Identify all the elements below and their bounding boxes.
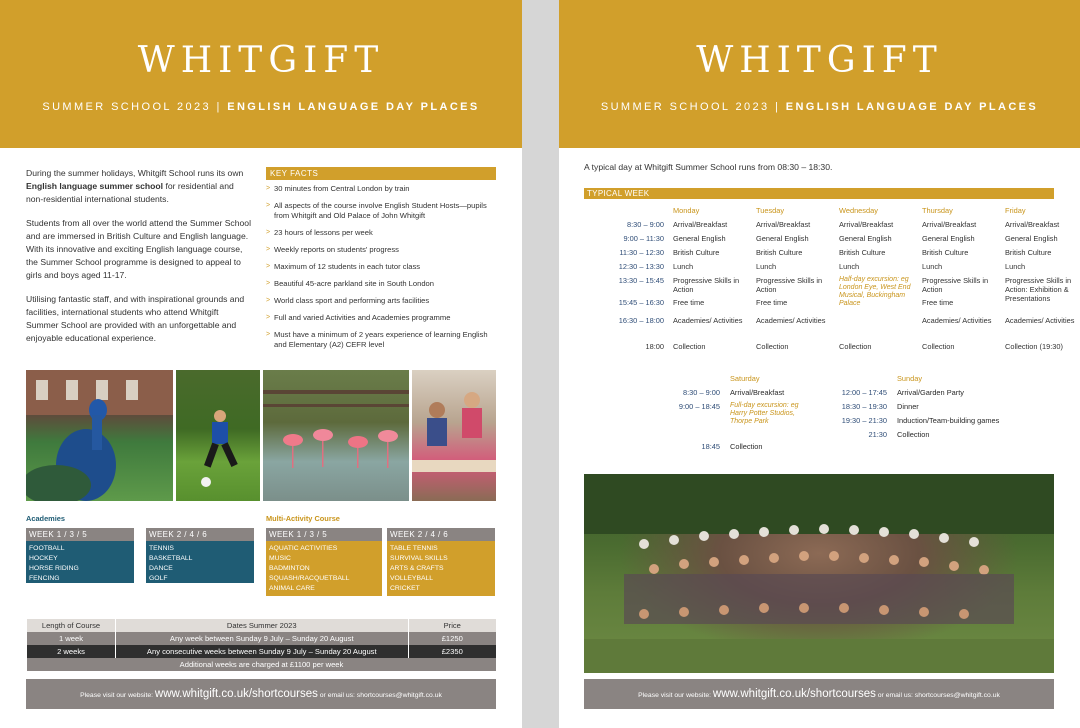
activity-slot: Collection (839, 342, 872, 351)
saturday-schedule (654, 374, 814, 464)
activity-item: FOOTBALL (29, 545, 65, 552)
flamingo-photo (263, 370, 409, 501)
time-slot: 18:45 (701, 442, 720, 451)
intro-text (26, 167, 252, 355)
course-length: 2 weeks (27, 645, 116, 658)
activity-slot: Free time (922, 298, 954, 307)
footer-email[interactable]: or email us: shortcourses@whitgift.co.uk (317, 692, 442, 699)
activity-slot: Arrival/Breakfast (1005, 220, 1060, 229)
activity-slot: Progressive Skills in Action: Exhibition & Presentations (1005, 276, 1072, 303)
activity-slot: Free time (756, 298, 788, 307)
activity-item: FENCING (29, 575, 60, 582)
activity-slot: Lunch (839, 262, 860, 271)
photo-strip (26, 370, 496, 501)
academies-week-even (146, 528, 254, 583)
activity-slot: Arrival/Breakfast (673, 220, 728, 229)
footballer-illustration (176, 370, 260, 501)
day-name: Wednesday (839, 206, 878, 215)
course-dates: Any week between Sunday 9 July – Sunday 20 August (116, 632, 409, 645)
activity-slot: Arrival/Garden Party (897, 388, 964, 397)
peacock-photo (26, 370, 173, 501)
key-facts (266, 167, 496, 357)
key-facts-title: KEY FACTS (266, 167, 496, 180)
day-column-monday (673, 206, 751, 356)
activity-item: HOCKEY (29, 555, 58, 562)
activity-item: SURVIVAL SKILLS (390, 555, 448, 562)
activity-slot: British Culture (756, 248, 803, 257)
activity-slot: Induction/Team-building games (897, 416, 1000, 425)
intro-paragraph-2: Students from all over the world attend the Summer School and are immersed in British Culture and English language. With its innovative and exciting English language course, the Summer School programme is designed to appeal to girls and boys aged 11-17. (26, 217, 251, 281)
activity-slot: General English (756, 234, 809, 243)
activity-slot: Progressive Skills in Action (673, 276, 740, 294)
students-illustration (412, 370, 496, 501)
day-name: Sunday (897, 374, 923, 383)
contact-footer (584, 679, 1054, 709)
activity-slot: British Culture (673, 248, 720, 257)
activity-slot: Arrival/Breakfast (839, 220, 894, 229)
time-slot: 19:30 – 21:30 (841, 416, 887, 425)
website-link[interactable]: www.whitgift.co.uk/shortcourses (712, 688, 876, 700)
time-slot: 15:45 – 16:30 (618, 298, 664, 307)
activity-slot: General English (839, 234, 892, 243)
excursion-slot: Half-day excursion: eg London Eye, West End Musical, Buckingham Palace (839, 276, 911, 307)
activity-item: DANCE (149, 565, 173, 572)
day-column-tuesday (756, 206, 834, 356)
activity-slot: General English (673, 234, 726, 243)
intro-p1-bold: English language summer school (26, 181, 164, 192)
activity-slot: Collection (19:30) (1005, 342, 1063, 351)
key-fact-item: > 30 minutes from Central London by train (266, 184, 496, 194)
activity-item: MUSIC (269, 555, 291, 562)
peacock-illustration (26, 370, 173, 501)
key-facts-list (266, 184, 496, 350)
time-slot: 18:30 – 19:30 (841, 402, 887, 411)
time-slot: 9:00 – 11:30 (623, 234, 664, 243)
website-link[interactable]: www.whitgift.co.uk/shortcourses (154, 688, 318, 700)
activity-slot: Lunch (1005, 262, 1026, 271)
activity-item: CRICKET (390, 585, 420, 592)
activity-item: BADMINTON (269, 565, 310, 572)
activity-slot: British Culture (839, 248, 886, 257)
activity-slot: Academies/ Activities (1005, 316, 1075, 325)
football-photo (176, 370, 260, 501)
week-label: WEEK 2 / 4 / 6 (146, 528, 254, 541)
week-label: WEEK 1 / 3 / 5 (266, 528, 382, 541)
activity-item: ANIMAL CARE (269, 585, 315, 592)
activity-item: GOLF (149, 575, 168, 582)
time-slot: 8:30 – 9:00 (683, 388, 720, 397)
academies-week-odd (26, 528, 134, 583)
activity-slot: Lunch (922, 262, 943, 271)
header-banner (0, 0, 522, 148)
multi-activity-week-even (387, 528, 495, 596)
intro-paragraph-1 (26, 167, 252, 207)
activity-item: HORSE RIDING (29, 565, 79, 572)
activity-item: TABLE TENNIS (390, 545, 438, 552)
excursion-slot: Full-day excursion: eg Harry Potter Studios, Thorpe Park (730, 402, 799, 425)
activity-list (387, 541, 495, 596)
flamingo-illustration (263, 370, 409, 501)
course-price: £1250 (408, 632, 496, 645)
time-column (584, 206, 664, 356)
activity-item: SQUASH/RACQUETBALL (269, 575, 350, 582)
activity-slot: Collection (922, 342, 955, 351)
activity-list (26, 541, 134, 583)
activity-slot: General English (1005, 234, 1058, 243)
day-name: Tuesday (756, 206, 785, 215)
brochure-subtitle (559, 101, 1080, 113)
subtitle-emphasis: ENGLISH LANGUAGE DAY PLACES (785, 101, 1039, 113)
activity-slot: Collection (897, 430, 930, 439)
activity-list (146, 541, 254, 583)
day-name: Thursday (922, 206, 953, 215)
pricing-table (26, 619, 496, 671)
time-slot: 12:00 – 17:45 (841, 388, 887, 397)
week-label: WEEK 1 / 3 / 5 (26, 528, 134, 541)
activity-slot: Free time (673, 298, 705, 307)
intro-p1-end: for residential and non-residential international students. (26, 181, 234, 205)
time-slot: 11:30 – 12:30 (619, 248, 664, 257)
footer-prefix: Please visit our website: (638, 692, 713, 699)
day-name: Monday (673, 206, 700, 215)
activity-item: ARTS & CRAFTS (390, 565, 444, 572)
subtitle-prefix: SUMMER SCHOOL 2023 | (600, 101, 786, 113)
time-slot: 12:30 – 13:30 (618, 262, 664, 271)
activity-slot: Arrival/Breakfast (756, 220, 811, 229)
intro-p1-start: During the summer holidays, Whitgift School runs its own (26, 168, 244, 178)
course-price: £2350 (408, 645, 496, 658)
key-fact-item: > Beautiful 45-acre parkland site in South London (266, 279, 496, 289)
activity-slot: British Culture (922, 248, 969, 257)
sunday-schedule (829, 374, 1054, 446)
footer-prefix: Please visit our website: (80, 692, 155, 699)
time-slot: 16:30 – 18:00 (618, 316, 664, 325)
column-header: Price (408, 619, 496, 632)
activity-slot: Collection (673, 342, 706, 351)
activity-item: AQUATIC ACTIVITIES (269, 545, 338, 552)
day-column-friday (1005, 206, 1077, 356)
classroom-photo (412, 370, 496, 501)
activity-slot: Arrival/Breakfast (730, 388, 785, 397)
column-header: Length of Course (27, 619, 116, 632)
footer-email[interactable]: or email us: shortcourses@whitgift.co.uk (875, 692, 1000, 699)
activity-slot: Collection (730, 442, 763, 451)
typical-day-intro: A typical day at Whitgift Summer School runs from 08:30 – 18:30. (584, 162, 833, 172)
key-fact-item: > World class sport and performing arts facilities (266, 296, 496, 306)
activity-slot: Academies/ Activities (922, 316, 992, 325)
pricing-note: Additional weeks are charged at £1100 per week (27, 658, 497, 671)
contact-footer (26, 679, 496, 709)
multi-activity-week-odd (266, 528, 382, 596)
group-photo-illustration (584, 474, 1054, 673)
time-slot: 18:00 (645, 342, 664, 351)
left-page (0, 0, 522, 728)
subtitle-prefix: SUMMER SCHOOL 2023 | (42, 101, 228, 113)
activity-list (266, 541, 382, 596)
intro-paragraph-3: Utilising fantastic staff, and with inspirational grounds and facilities, international students who attend Whitgift Summer School are provided with an unforgettable and enjoyable educational experience. (26, 293, 245, 344)
time-slot: 8:30 – 9:00 (627, 220, 664, 229)
activity-slot: Progressive Skills in Action (922, 276, 989, 294)
key-fact-item: > All aspects of the course involve English Student Hosts—pupils from Whitgift and Old Palace of John Whitgift (266, 201, 496, 221)
course-length: 1 week (27, 632, 116, 645)
table-row (27, 645, 497, 658)
activity-slot: British Culture (1005, 248, 1052, 257)
activity-slot: Lunch (673, 262, 694, 271)
whitgift-logo: WHITGIFT (696, 40, 943, 81)
activity-item: BASKETBALL (149, 555, 193, 562)
activity-item: VOLLEYBALL (390, 575, 434, 582)
group-photo (584, 474, 1054, 673)
day-name: Saturday (730, 374, 760, 383)
day-column-thursday (922, 206, 1000, 356)
key-fact-item: > Weekly reports on students' progress (266, 245, 496, 255)
activity-slot: Collection (756, 342, 789, 351)
pricing-header-row (27, 619, 497, 632)
key-fact-item: > Must have a minimum of 2 years experience of learning English and Elementary (A2) CEFR level (266, 330, 496, 350)
activity-slot: Lunch (756, 262, 777, 271)
time-slot: 21:30 (868, 430, 887, 439)
activity-slot: Academies/ Activities (756, 316, 826, 325)
activity-item: TENNIS (149, 545, 174, 552)
time-header-spacer (584, 206, 664, 220)
subtitle-emphasis: ENGLISH LANGUAGE DAY PLACES (227, 101, 480, 113)
pricing-note-row (27, 658, 497, 671)
time-slot: 13:30 – 15:45 (618, 276, 664, 285)
key-fact-item: > 23 hours of lessons per week (266, 228, 496, 238)
key-fact-item: > Maximum of 12 students in each tutor class (266, 262, 496, 272)
academies-heading: Academies (26, 514, 66, 523)
multi-activity-heading: Multi-Activity Course (266, 514, 340, 523)
brochure-subtitle (0, 101, 522, 113)
typical-week-title: TYPICAL WEEK (584, 188, 1054, 199)
course-dates: Any consecutive weeks between Sunday 9 July – Sunday 20 August (116, 645, 409, 658)
right-page (559, 0, 1080, 728)
week-label: WEEK 2 / 4 / 6 (387, 528, 495, 541)
day-column-wednesday (839, 206, 917, 356)
key-fact-item: > Full and varied Activities and Academies programme (266, 313, 496, 323)
activity-slot: General English (922, 234, 975, 243)
activity-slot: Progressive Skills in Action (756, 276, 823, 294)
time-slot: 9:00 – 18:45 (678, 402, 720, 411)
column-header: Dates Summer 2023 (116, 619, 409, 632)
header-banner (559, 0, 1080, 148)
activity-slot: Arrival/Breakfast (922, 220, 977, 229)
activity-slot: Academies/ Activities (673, 316, 743, 325)
whitgift-logo: WHITGIFT (137, 40, 385, 81)
table-row (27, 632, 497, 645)
activity-slot: Dinner (897, 402, 919, 411)
day-name: Friday (1005, 206, 1026, 215)
